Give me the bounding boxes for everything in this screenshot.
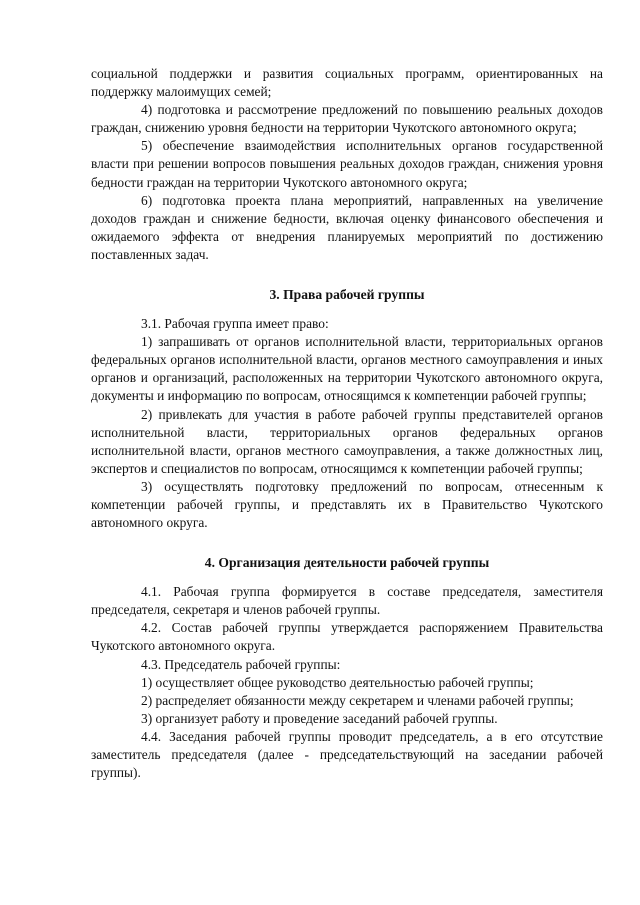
- section-4-paragraph-4-4: 4.4. Заседания рабочей группы проводит председатель, а в его отсутствие заместитель председателя (далее - председательствующий на заседании рабочей группы).: [91, 728, 603, 781]
- section-3-paragraph-2: 2) привлекать для участия в работе рабочей группы представителей органов исполнительной власти, территориальных органов федеральных органов исполнительной власти, органов местного самоуправления, а также должностных лиц, экспертов и специалистов по вопросам, относящимся к компетенции рабочей группы;: [91, 406, 603, 476]
- section-4-paragraph-4-3: 4.3. Председатель рабочей группы:: [141, 656, 341, 672]
- intro-continuation: социальной поддержки и развития социальных программ, ориентированных на поддержку малоимущих семей;: [91, 66, 603, 100]
- section-3-paragraph-3: 3) осуществлять подготовку предложений по вопросам, отнесенным к компетенции рабочей группы, и представлять их в Правительство Чукотского автономного округа.: [91, 478, 603, 531]
- section-3-paragraph-1: 1) запрашивать от органов исполнительной власти, территориальных органов федеральных органов исполнительной власти, органов местного самоуправления и иных органов и организаций, расположенных на территории Чукотского автономного округа, документы и информацию по вопросам, относящимся к компетенции рабочей группы;: [91, 334, 603, 404]
- section-4-paragraph-4-3-3: 3) организует работу и проведение заседаний рабочей группы.: [141, 710, 498, 726]
- section-3-paragraph-3-1: 3.1. Рабочая группа имеет право:: [141, 316, 329, 332]
- item-6-paragraph: 6) подготовка проекта плана мероприятий, направленных на увеличение доходов граждан и снижение бедности, включая оценку финансового обеспечения и ожидаемого эффекта от внедрения планируемых мероприятий по достижению поставленных задач.: [91, 192, 603, 262]
- section-4-paragraph-4-3-2: 2) распределяет обязанности между секретарем и членами рабочей группы;: [141, 692, 574, 708]
- item-4-paragraph: 4) подготовка и рассмотрение предложений по повышению реальных доходов граждан, снижению уровня бедности на территории Чукотского автономного округа;: [91, 102, 603, 136]
- section-4-paragraph-4-3-1: 1) осуществляет общее руководство деятельностью рабочей группы;: [141, 674, 534, 690]
- item-5-paragraph: 5) обеспечение взаимодействия исполнительных органов государственной власти при решении вопросов повышения реальных доходов граждан, снижения уровня бедности граждан на территории Чукотского автономного округа;: [91, 138, 603, 190]
- section-4-title: 4. Организация деятельности рабочей группы: [204, 555, 490, 571]
- section-4-paragraph-4-2: 4.2. Состав рабочей группы утверждается распоряжением Правительства Чукотского автономного округа.: [91, 620, 603, 654]
- section-3-title: 3. Права рабочей группы: [269, 287, 425, 303]
- section-4-paragraph-4-1: 4.1. Рабочая группа формируется в составе председателя, заместителя председателя, секретаря и членов рабочей группы.: [91, 584, 603, 618]
